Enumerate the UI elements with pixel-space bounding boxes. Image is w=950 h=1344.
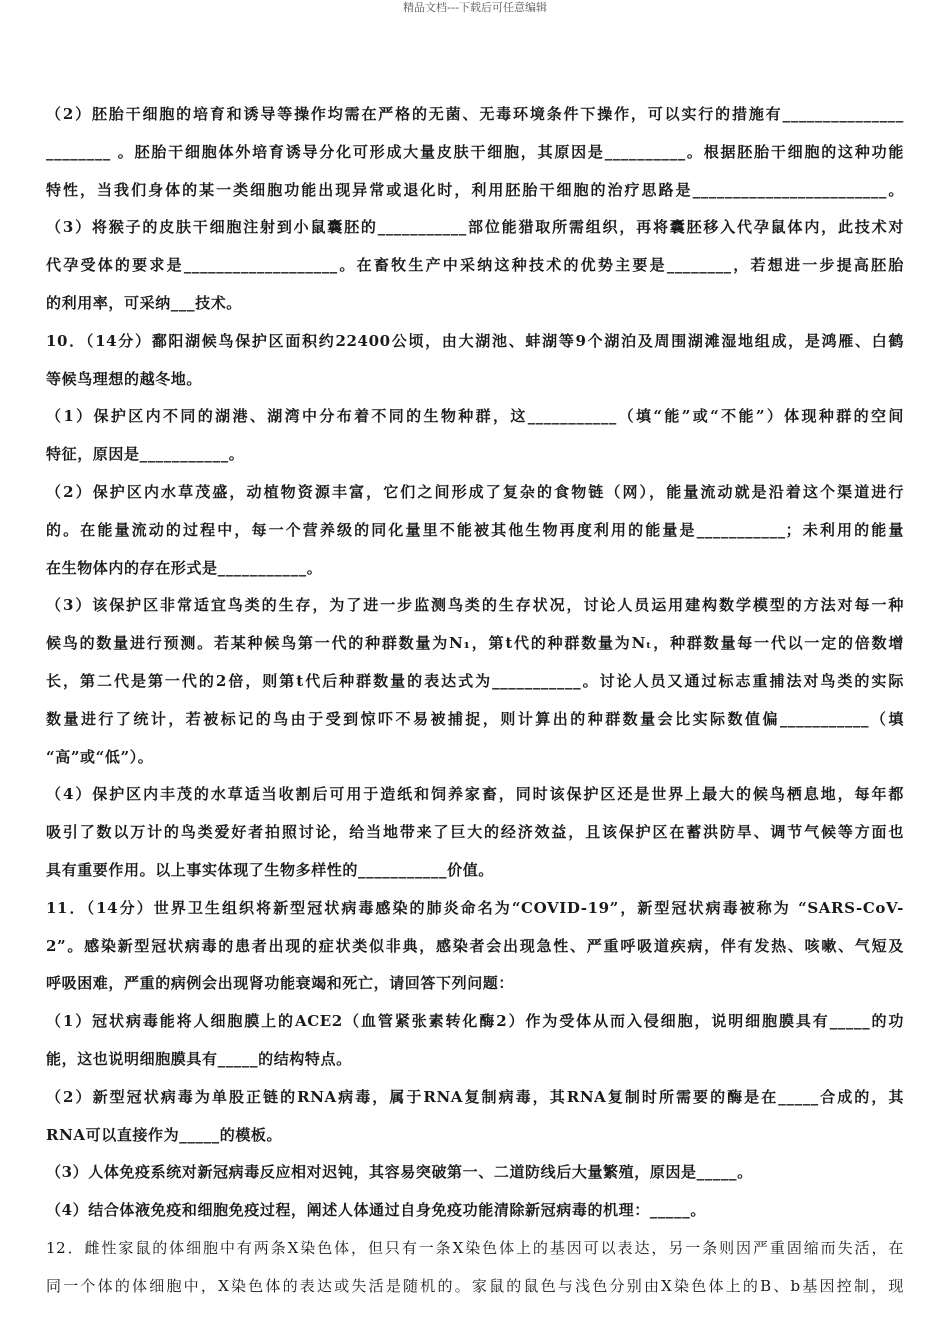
text-line: 在生物体内的存在形式是___________。 bbox=[46, 558, 323, 577]
text-line: 等候鸟理想的越冬地。 bbox=[46, 369, 203, 388]
text-line: 12．雌性家鼠的体细胞中有两条X染色体，但只有一条X染色体上的基因可以表达，另一条则因严重固缩而失活，在 bbox=[46, 1238, 904, 1257]
text-line: 代孕受体的要求是___________________。在畜牧生产中采纳这种技术的优势主要是________，若想进一步提高胚胎 bbox=[46, 256, 904, 275]
text-line: 数量进行了统计，若被标记的鸟由于受到惊吓不易被捕捉，则计算出的种群数量会比实际数值偏___________（填 bbox=[46, 709, 904, 728]
text-line: 吸引了数以万计的鸟类爱好者拍照讨论，给当地带来了巨大的经济效益，且该保护区在蓄洪防旱、调节气候等方面也 bbox=[46, 823, 904, 842]
text-line: （3）将猴子的皮肤干细胞注射到小鼠囊胚的___________部位能猎取所需组织，再将囊胚移入代孕鼠体内，此技术对 bbox=[46, 218, 904, 237]
text-line: 2”。感染新型冠状病毒的患者出现的症状类似非典，感染者会出现急性、严重呼吸道疾病，伴有发热、咳嗽、气短及 bbox=[46, 936, 904, 955]
text-line: （2）胚胎干细胞的培育和诱导等操作均需在严格的无菌、无毒环境条件下操作，可以实行的措施有_______________ bbox=[46, 105, 904, 123]
text-line: 具有重要作用。以上事实体现了生物多样性的___________价值。 bbox=[46, 860, 494, 879]
text-line: RNA可以直接作为_____的模板。 bbox=[46, 1125, 283, 1144]
text-line: （3）该保护区非常适宜鸟类的生存，为了进一步监测鸟类的生存状况，讨论人员运用建构数学模型的方法对每一种 bbox=[46, 596, 904, 615]
text-line: 10．（14分）鄱阳湖候鸟保护区面积约22400公顷，由大湖池、蚌湖等9个湖泊及周围湖滩湿地组成，是鸿雁、白鹤 bbox=[46, 331, 904, 350]
text-line: 呼吸困难，严重的病例会出现肾功能衰竭和死亡，请回答下列问题： bbox=[46, 974, 515, 993]
text-line: 同一个体的体细胞中，X染色体的表达或失活是随机的。家鼠的鼠色与浅色分别由X染色体上的B、b基因控制，现 bbox=[46, 1276, 904, 1295]
text-line: （3）人体免疫系统对新冠病毒反应相对迟钝，其容易突破第一、二道防线后大量繁殖，原因是_____。 bbox=[46, 1163, 753, 1182]
text-line: （4）结合体液免疫和细胞免疫过程，阐述人体通过自身免疫功能清除新冠病毒的机理：_____。 bbox=[46, 1201, 706, 1220]
text-line: 能，这也说明细胞膜具有_____的结构特点。 bbox=[46, 1049, 352, 1068]
text-line: 的。在能量流动的过程中，每一个营养级的同化量里不能被其他生物再度利用的能量是___________；未利用的能量 bbox=[46, 520, 904, 539]
text-line: 特征，原因是___________。 bbox=[46, 445, 245, 464]
text-line: 特性，当我们身体的某一类细胞功能出现异常或退化时，利用胚胎干细胞的治疗思路是________________________。 bbox=[46, 180, 904, 199]
text-line: 的利用率，可采纳___技术。 bbox=[46, 293, 242, 312]
page-header: 精品文档---下载后可任意编辑 bbox=[403, 1, 547, 14]
text-line: ________ 。胚胎干细胞体外培育诱导分化可形成大量皮肤干细胞，其原因是__________。根据胚胎干细胞的这种功能 bbox=[46, 142, 904, 161]
text-line: “高”或“低”）。 bbox=[46, 747, 154, 766]
text-line: 长，第二代是第一代的2倍，则第t代后种群数量的表达式为___________。讨论人员又通过标志重捕法对鸟类的实际 bbox=[46, 671, 904, 690]
document-body bbox=[46, 96, 904, 1306]
text-line: （1）保护区内不同的湖港、湖湾中分布着不同的生物种群，这___________（填“能”或“不能”）体现种群的空间 bbox=[46, 407, 904, 426]
text-line: 11．（14分）世界卫生组织将新型冠状病毒感染的肺炎命名为“COVID-19”，新型冠状病毒被称为 “SARS-CoV- bbox=[46, 898, 904, 917]
text-line: （1）冠状病毒能将人细胞膜上的ACE2（血管紧张素转化酶2）作为受体从而入侵细胞，说明细胞膜具有_____的功 bbox=[46, 1012, 904, 1031]
text-line: （2）新型冠状病毒为单股正链的RNA病毒，属于RNA复制病毒，其RNA复制时所需要的酶是在_____合成的，其 bbox=[46, 1087, 904, 1106]
text-line: 候鸟的数量进行预测。若某种候鸟第一代的种群数量为N₁，第t代的种群数量为Nₜ，种群数量每一代以一定的倍数增 bbox=[46, 634, 904, 653]
text-line: （2）保护区内水草茂盛，动植物资源丰富，它们之间形成了复杂的食物链（网），能量流动就是沿着这个渠道进行 bbox=[46, 482, 904, 501]
text-line: （4）保护区内丰茂的水草适当收割后可用于造纸和饲养家畜，同时该保护区还是世界上最大的候鸟栖息地，每年都 bbox=[46, 785, 904, 804]
